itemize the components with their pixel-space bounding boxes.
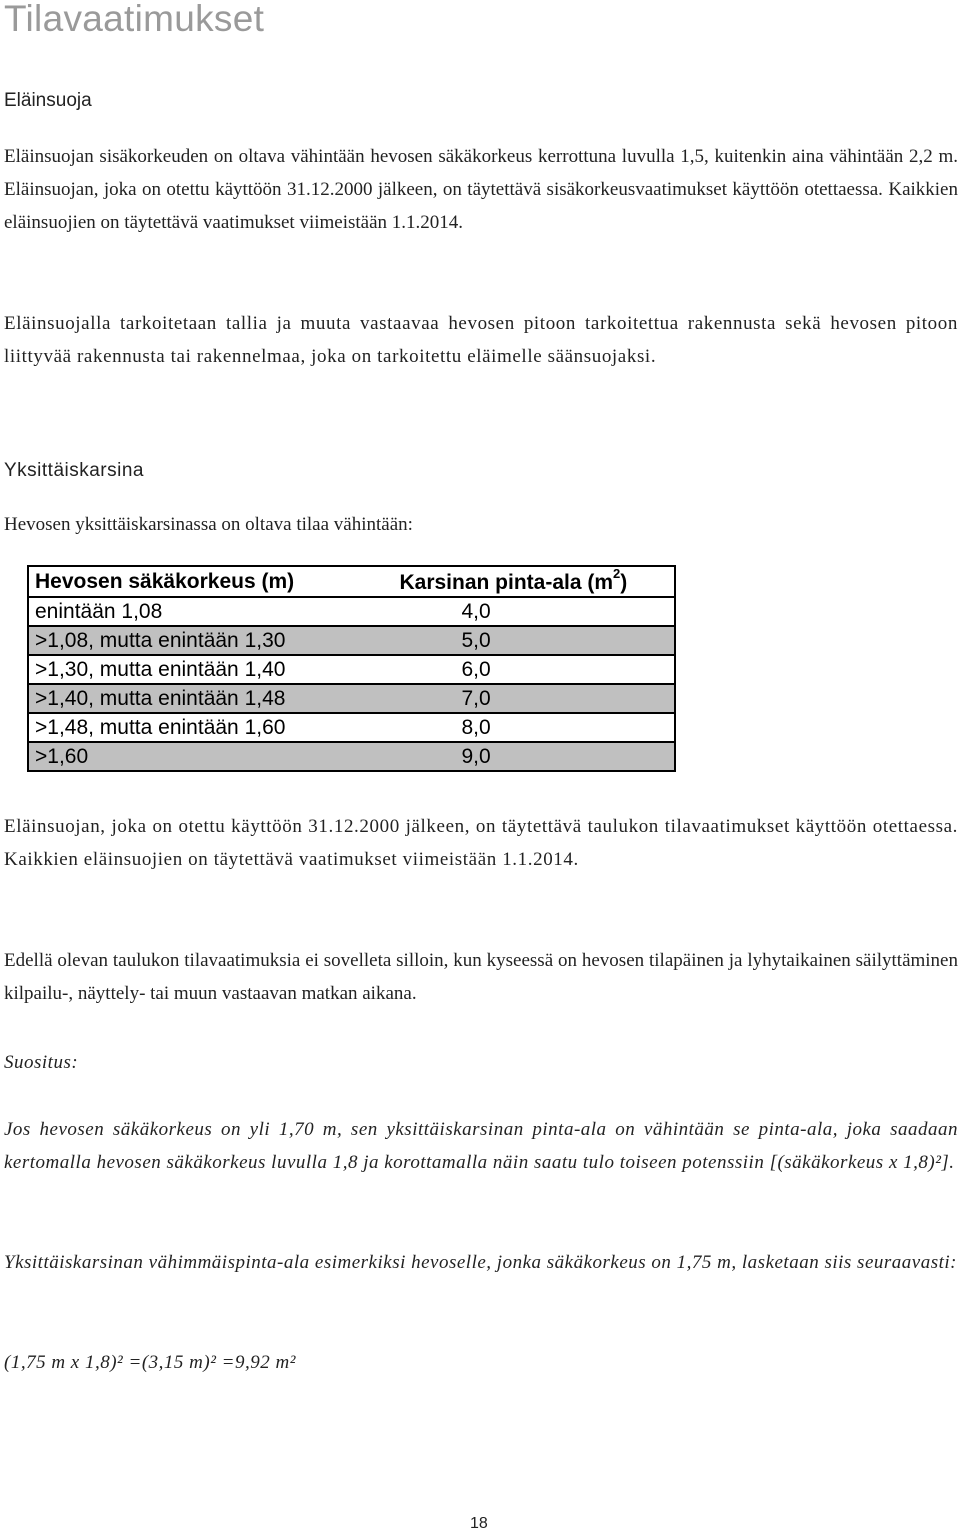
area-cell: 4,0 <box>337 597 675 626</box>
example-paragraph: Yksittäiskarsinan vähimmäispinta-ala esimerkiksi hevoselle, jonka säkäkorkeus on 1,75 m, lasketaan siis seuraavasti: <box>4 1252 957 1273</box>
column-header-sakakorkeus: Hevosen säkäkorkeus (m) <box>28 566 337 597</box>
height-cell: >1,08, mutta enintään 1,30 <box>28 626 337 655</box>
height-cell: >1,48, mutta enintään 1,60 <box>28 713 337 742</box>
height-cell: >1,30, mutta enintään 1,40 <box>28 655 337 684</box>
section-heading-yksittaiskarsina: Yksittäiskarsina <box>4 460 144 481</box>
column-header-close-paren: ) <box>620 570 628 594</box>
paragraph-poikkeus: Edellä olevan taulukon tilavaatimuksia ei sovelleta silloin, kun kyseessä on hevosen tilapäinen ja lyhytaikainen säilyttäminen kilpailu-, näyttely- tai muun vastaavan matkan aikana. <box>4 950 958 1004</box>
table-row <box>28 742 675 771</box>
paragraph-taulukon-vaatimukset: Eläinsuojan, joka on otettu käyttöön 31.12.2000 jälkeen, on täytettävä taulukon tilavaatimukset käyttöön otettaessa. Kaikkien eläinsuojien on täytettävä vaatimukset viimeistään 1.1.2014. <box>4 816 958 870</box>
area-cell: 8,0 <box>337 713 675 742</box>
height-cell: enintään 1,08 <box>28 597 337 626</box>
table-intro: Hevosen yksittäiskarsinassa on oltava tilaa vähintään: <box>4 514 413 535</box>
table-row <box>28 597 675 626</box>
karsina-area-table <box>27 565 676 772</box>
height-cell: >1,60 <box>28 742 337 771</box>
table-row <box>28 713 675 742</box>
area-cell: 7,0 <box>337 684 675 713</box>
column-header-superscript: 2 <box>613 565 621 581</box>
section-heading-elainsuoja: Eläinsuoja <box>4 90 92 111</box>
area-cell: 6,0 <box>337 655 675 684</box>
page-number: 18 <box>470 1515 488 1532</box>
height-cell: >1,40, mutta enintään 1,48 <box>28 684 337 713</box>
table-row <box>28 626 675 655</box>
table-row <box>28 655 675 684</box>
table-header-row <box>28 566 675 597</box>
area-cell: 5,0 <box>337 626 675 655</box>
table-row <box>28 684 675 713</box>
paragraph-sisakorkeus: Eläinsuojan sisäkorkeuden on oltava vähintään hevosen säkäkorkeus kerrottuna luvulla 1,5, kuitenkin aina vähintään 2,2 m. Eläinsuojan, joka on otettu käyttöön 31.12.2000 jälkeen, on täytettävä sisäkorkeusvaatimukset käyttöön otettaessa. Kaikkien eläinsuojien on täytettävä vaatimukset viimeistään 1.1.2014. <box>4 146 958 233</box>
calculation-formula: (1,75 m x 1,8)² =(3,15 m)² =9,92 m² <box>4 1352 296 1373</box>
page-title: Tilavaatimukset <box>4 0 265 39</box>
suositus-paragraph: Jos hevosen säkäkorkeus on yli 1,70 m, sen yksittäiskarsinan pinta-ala on vähintään se pinta-ala, joka saadaan kertomalla hevosen säkäkorkeus luvulla 1,8 ja korottamalla näin saatu tulo toiseen potenssiin [(säkäkorkeus x 1,8)²]. <box>4 1119 958 1173</box>
area-cell: 9,0 <box>337 742 675 771</box>
paragraph-elainsuoja-maaritelma: Eläinsuojalla tarkoitetaan tallia ja muuta vastaavaa hevosen pitoon tarkoitettua rakennusta sekä hevosen pitoon liittyvää rakennusta tai rakennelmaa, joka on tarkoitettu eläimelle säänsuojaksi. <box>4 313 958 367</box>
suositus-label: Suositus: <box>4 1052 79 1073</box>
column-header-pinta-ala <box>337 566 675 597</box>
column-header-pinta-ala-label: Karsinan pinta-ala (m <box>399 570 614 594</box>
